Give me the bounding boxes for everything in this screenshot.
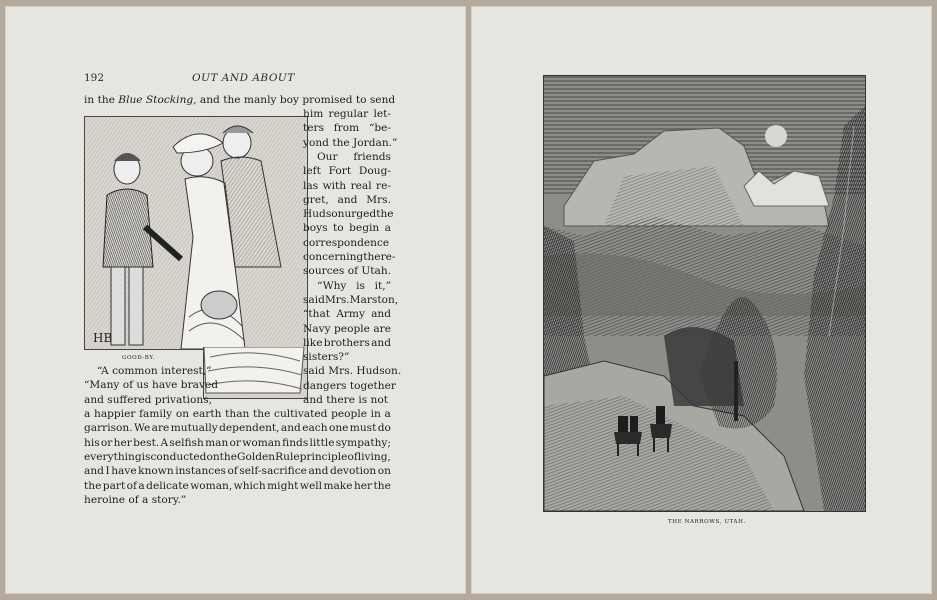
narrows-engraving xyxy=(544,76,865,511)
narrow-text-line: correspondence xyxy=(303,236,390,249)
narrow-text-line: sisters?” xyxy=(303,351,350,364)
narrow-text-line: las with real re- xyxy=(303,179,391,192)
illustration-good-by xyxy=(84,116,308,350)
artist-monogram: HB xyxy=(93,331,113,345)
narrow-text-line: said Mrs. Marston, xyxy=(303,293,399,306)
narrow-text-line: concerning the re- xyxy=(303,251,396,263)
blue-stocking-title: Blue Stocking, xyxy=(118,94,197,106)
narrow-text-line: “Why is it,” xyxy=(317,279,391,292)
narrow-text-line: left Fort Doug- xyxy=(303,165,391,178)
lower-left-text-line: and suffered privations, xyxy=(84,393,213,406)
skirt-engraving xyxy=(204,347,307,398)
narrow-text-line: sources of Utah. xyxy=(303,265,392,278)
left-page xyxy=(5,6,466,594)
full-text-line: and I have known instances of self-sacrifice and devotion on xyxy=(84,465,391,478)
lower-left-text-line: “A common interest,” xyxy=(97,365,212,377)
narrow-text-line: like brothers and xyxy=(303,336,391,349)
right-page xyxy=(471,6,932,594)
narrow-text-line: him regular let- xyxy=(303,108,391,120)
lower-left-text-line: “Many of us have braved xyxy=(84,379,219,392)
good-by-engraving xyxy=(85,117,307,349)
full-text-line: everything is conducted on the Golden Rule principle of living, xyxy=(84,450,391,463)
narrow-text-line: said Mrs. Hudson. xyxy=(303,365,402,378)
narrow-text-line: ters from “be- xyxy=(303,122,391,135)
narrow-text-line: yond the Jordan.” xyxy=(303,136,398,149)
illustration-caption: GOOD-BY. xyxy=(122,355,156,361)
text-line-1-text: in the Blue Stocking, and the manly boy promised to send xyxy=(84,94,396,106)
moon-icon xyxy=(765,125,787,147)
narrow-text-line: Hudson urged the xyxy=(303,208,394,221)
narrow-text-line: gret, and Mrs. xyxy=(303,193,391,206)
narrow-text-line: dangers together xyxy=(303,379,396,392)
full-text-line: his or her best. A selfish man or woman finds little sympathy; xyxy=(84,436,391,449)
running-head-title: OUT AND ABOUT xyxy=(192,72,295,84)
text-line-1 xyxy=(84,93,396,107)
narrow-text-line: Navy people are xyxy=(303,322,391,335)
page-number: 192 xyxy=(84,72,105,84)
full-text-line: heroine of a story.” xyxy=(84,493,187,506)
narrow-text-line: boys to begin a xyxy=(303,222,391,235)
illustration-the-narrows xyxy=(543,75,866,512)
illustration-good-by-skirt xyxy=(203,347,308,399)
illustration-caption-right: THE NARROWS, UTAH. xyxy=(668,519,746,525)
full-text-line: garrison. We are mutually dependent, and each one must do xyxy=(84,422,391,435)
full-text-line: the part of a delicate woman, which might well make her the xyxy=(84,479,391,492)
full-text-line: a happier family on earth than the cultivated people in a xyxy=(84,408,391,420)
narrow-text-line: and there is not xyxy=(303,394,388,406)
narrow-text-line: Our friends xyxy=(317,150,391,163)
narrow-text-line: “that Army and xyxy=(303,308,391,321)
